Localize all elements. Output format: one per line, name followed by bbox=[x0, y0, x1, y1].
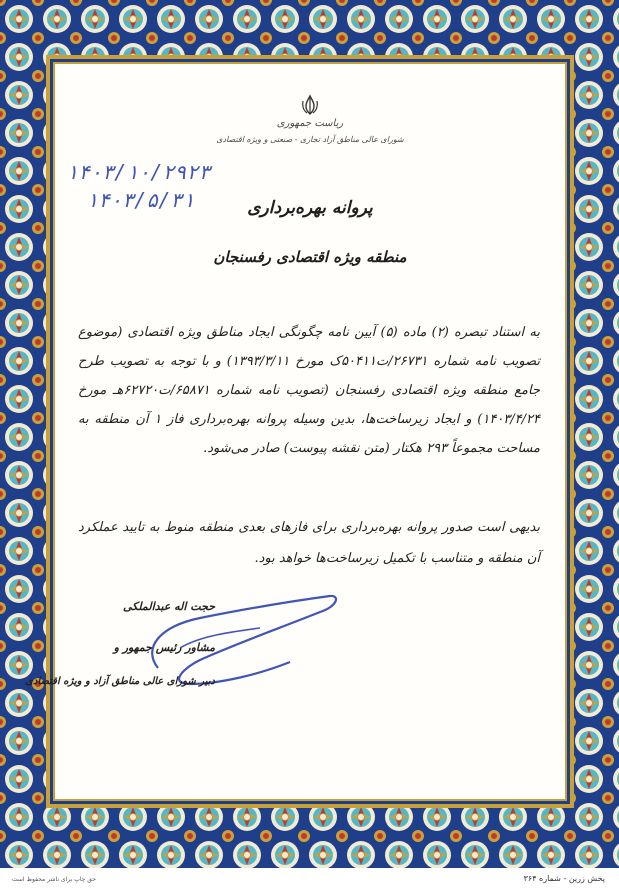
footer-copyright: حق چاپ برای ناشر محفوظ است bbox=[12, 876, 96, 883]
handwritten-date: ۱۴۰۳/۵/۳۱ bbox=[86, 188, 195, 212]
signatory-name: حجت اله عبدالملکی bbox=[123, 600, 215, 613]
document-subtitle: منطقه ویژه اقتصادی رفسنجان bbox=[213, 248, 407, 266]
emblem-area bbox=[0, 94, 619, 120]
handwritten-letter-number: ۱۴۰۳/۱۰/۲۹۲۳ bbox=[66, 160, 211, 184]
body-paragraph-1: به استناد تبصره (۲) ماده (۵) آیین نامه چگونگی ایجاد مناطق ویژه اقتصادی (موضوع تصویب نامه شماره ۲۶۷۳۱/ت۵۰۴۱۱ک مورخ ۱۳۹۳/۳/۱۱) و با توجه به تصویب طرح جامع منطقه ویژه اقتصادی رفسنجان (تصویب نامه شماره ۶۵۸۷۱/ت۶۲۷۲۰هـ مورخ ۱۴۰۳/۴/۲۴) و ایجاد زیرساخت‌ها، بدین وسیله پروانه بهره‌برداری فاز ۱ آن منطقه به مساحت مجموعاً ۲۹۳ هکتار (متن نقشه پیوست) صادر می‌شود. bbox=[78, 325, 540, 456]
footer-publisher: پخش زرین - شماره ۳۶۴ bbox=[523, 874, 605, 883]
signatory-position-2: دبیر شورای عالی مناطق آزاد و ویژه اقتصادی bbox=[25, 676, 215, 687]
document-title: پروانه بهره‌برداری bbox=[247, 198, 373, 218]
organization-name: ریاست جمهوری bbox=[276, 118, 344, 129]
signatory-position-1: مشاور رئیس جمهور و bbox=[113, 641, 215, 654]
body-paragraph-2: بدیهی است صدور پروانه بهره‌برداری برای فازهای بعدی منطقه منوط به تایید عملکرد آن منطقه و متناسب با تکمیل زیرساخت‌ها خواهد بود. bbox=[78, 520, 540, 566]
iran-emblem-icon bbox=[299, 94, 321, 116]
council-line: شورای عالی مناطق آزاد تجاری - صنعتی و ویژه اقتصادی bbox=[216, 135, 404, 144]
